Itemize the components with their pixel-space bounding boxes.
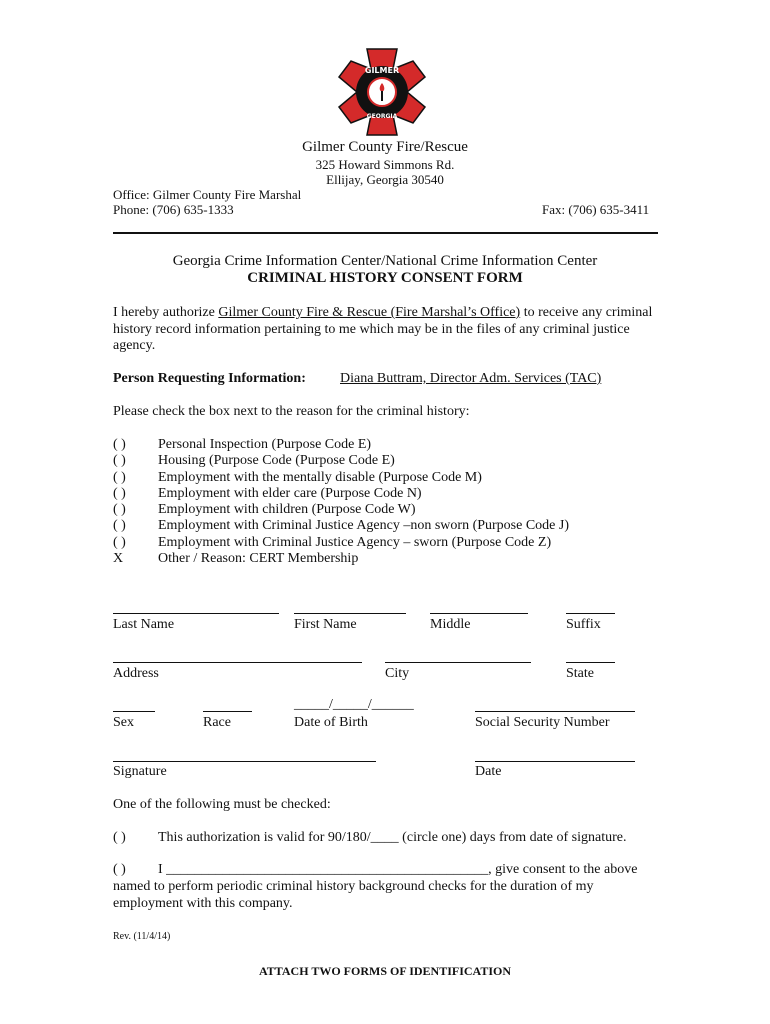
authorization-line3: agency. <box>113 338 156 353</box>
org-address-line1: 325 Howard Simmons Rd. <box>315 157 455 172</box>
reason-text: Housing (Purpose Code (Purpose Code E) <box>158 453 395 469</box>
option2-line3: employment with this company. <box>113 896 293 911</box>
header-divider <box>113 232 658 234</box>
reason-checkbox[interactable]: ( ) <box>113 453 126 469</box>
sex-label: Sex <box>113 715 134 730</box>
fire-department-maltese-cross-logo <box>337 47 427 137</box>
authorization-line2: history record information pertaining to me which may be in the files of any criminal justice <box>113 321 630 337</box>
authorization-line1 <box>113 305 658 322</box>
reason-list <box>113 437 569 567</box>
form-title: CRIMINAL HISTORY CONSENT FORM <box>247 270 523 286</box>
phone-number: Phone: (706) 635-1333 <box>113 202 234 217</box>
reason-item[interactable] <box>113 502 569 518</box>
reason-item[interactable] <box>113 518 569 534</box>
reason-item[interactable] <box>113 437 569 453</box>
suffix-label: Suffix <box>566 617 601 632</box>
reason-text: Employment with elder care (Purpose Code N) <box>158 485 422 501</box>
reason-item[interactable] <box>113 551 569 567</box>
reason-checkbox[interactable]: X <box>113 551 124 567</box>
option2-line1: I ______________________________________________, give consent to the above <box>158 862 638 877</box>
state-field[interactable] <box>566 662 615 663</box>
reason-text: Employment with children (Purpose Code W) <box>158 502 416 518</box>
last-name-label: Last Name <box>113 617 175 632</box>
suffix-field[interactable] <box>566 613 615 614</box>
ssn-label: Social Security Number <box>475 715 610 730</box>
reason-text: Employment with the mentally disable (Purpose Code M) <box>158 469 482 485</box>
last-name-field[interactable] <box>113 613 279 614</box>
office-label: Office: Gilmer County Fire Marshal <box>113 187 302 202</box>
address-label: Address <box>113 666 159 681</box>
first-name-label: First Name <box>294 617 357 632</box>
date-field[interactable] <box>475 761 635 762</box>
signature-field[interactable] <box>113 761 376 762</box>
reason-item[interactable] <box>113 535 569 551</box>
reason-checkbox[interactable]: ( ) <box>113 469 126 485</box>
date-of-birth-field[interactable]: _____/_____/______ <box>294 697 414 712</box>
reason-checkbox[interactable]: ( ) <box>113 502 126 518</box>
middle-label: Middle <box>430 617 471 632</box>
revision-label: Rev. (11/4/14) <box>113 931 171 942</box>
logo-bottom-text: GEORGIA <box>366 113 398 120</box>
date-label: Date <box>475 764 502 779</box>
auth-line1-rest: to receive any criminal <box>520 305 653 320</box>
authorized-organization: Gilmer County Fire & Rescue (Fire Marshal’s Office) <box>218 305 521 320</box>
reason-item[interactable] <box>113 470 569 486</box>
reason-item[interactable] <box>113 453 569 469</box>
logo-top-text: GILMER <box>364 66 400 75</box>
option1-checkbox[interactable]: ( ) <box>113 830 126 845</box>
address-field[interactable] <box>113 662 362 663</box>
city-label: City <box>385 666 410 681</box>
reason-text: Employment with Criminal Justice Agency –non sworn (Purpose Code J) <box>158 518 570 534</box>
ssn-field[interactable] <box>475 711 635 712</box>
must-check-instruction: One of the following must be checked: <box>113 797 331 812</box>
city-field[interactable] <box>385 662 531 663</box>
requestor-value: Diana Buttram, Director Adm. Services (TAC) <box>340 371 602 386</box>
signature-label: Signature <box>113 764 167 779</box>
fax-number: Fax: (706) 635-3411 <box>542 202 650 217</box>
auth-prefix: I hereby authorize <box>113 305 219 320</box>
reason-item[interactable] <box>113 486 569 502</box>
middle-name-field[interactable] <box>430 613 528 614</box>
race-label: Race <box>203 715 231 730</box>
first-name-field[interactable] <box>294 613 406 614</box>
reason-text: Other / Reason: CERT Membership <box>158 551 359 567</box>
org-name: Gilmer County Fire/Rescue <box>302 139 468 155</box>
race-field[interactable] <box>203 711 252 712</box>
reason-text: Personal Inspection (Purpose Code E) <box>158 437 372 452</box>
attach-id-footer: ATTACH TWO FORMS OF IDENTIFICATION <box>258 964 512 978</box>
reason-checkbox[interactable]: ( ) <box>113 485 126 501</box>
reason-checkbox[interactable]: ( ) <box>113 518 126 534</box>
requestor-label: Person Requesting Information: <box>113 371 306 386</box>
state-label: State <box>566 666 594 681</box>
reason-prompt: Please check the box next to the reason for the criminal history: <box>113 404 470 419</box>
option2-checkbox[interactable]: ( ) <box>113 862 126 877</box>
org-address-line2: Ellijay, Georgia 30540 <box>326 172 444 187</box>
authorization-paragraph <box>113 305 658 355</box>
sex-field[interactable] <box>113 711 155 712</box>
date-of-birth-label: Date of Birth <box>294 715 368 730</box>
reason-checkbox[interactable]: ( ) <box>113 534 126 550</box>
option2-line2: named to perform periodic criminal history background checks for the duration of my <box>113 879 594 894</box>
agency-title: Georgia Crime Information Center/National Crime Information Center <box>172 253 598 269</box>
reason-checkbox[interactable]: ( ) <box>113 437 126 452</box>
reason-text: Employment with Criminal Justice Agency – sworn (Purpose Code Z) <box>158 534 552 550</box>
option1-text: This authorization is valid for 90/180/____ (circle one) days from date of signature. <box>158 830 627 845</box>
